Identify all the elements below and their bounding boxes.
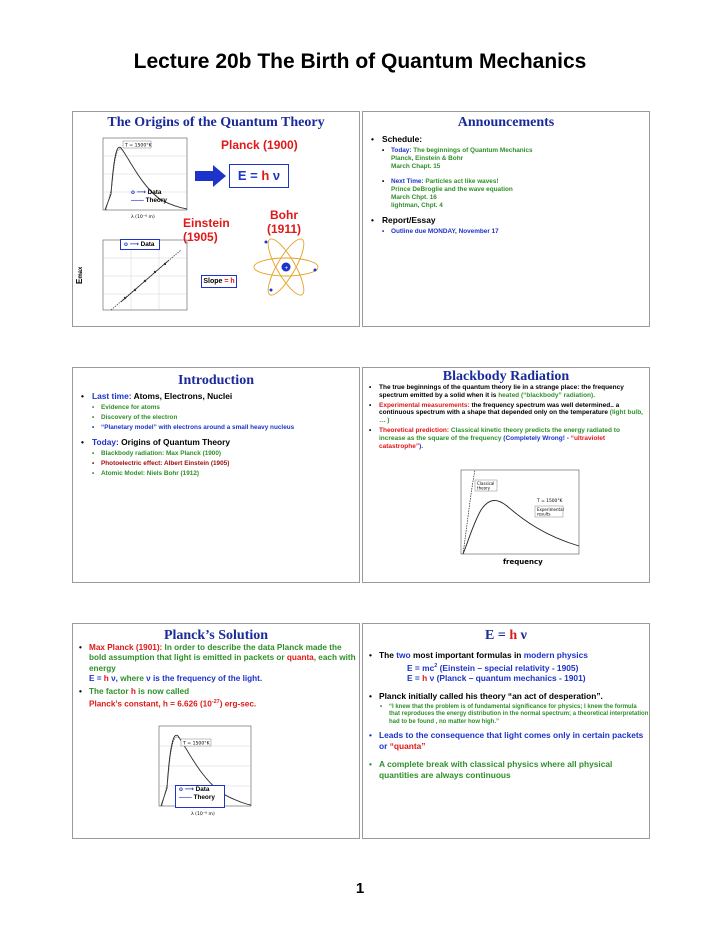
last-time-item: • Last time: Atoms, Electrons, Nuclei: [81, 391, 353, 401]
data-legend: o ⟶ Data: [120, 239, 160, 250]
schedule-item: • Schedule:: [371, 134, 647, 144]
svg-text:T = 1500°K: T = 1500°K: [183, 741, 210, 747]
slide-e-equals-h-nu: [362, 623, 650, 839]
slope-label-box: Slope = h: [201, 275, 237, 288]
introduction-body: • Last time: Atoms, Electrons, Nuclei • Evidence for atoms • Discovery of the electron • “Planetary model” with electrons around a small heavy nucleus • Today: Origins of Quantum Theory • Blackbody radiation: Max Planck (1900) • Photoelectric effect: Albert Einstein (1905) • Atomic Model: Niels Bohr (1912): [81, 391, 353, 478]
slide-title: Introduction: [178, 373, 254, 388]
planck-body: • Max Planck (1901): In order to describe the data Planck made the bold assumption that light is emitted in packets or quanta, each with energy E = h ν, where ν is the frequency of the light. • The factor h is now called Planck’s constant, h = 6.626 $(10^{-27})$ erg-sec.: [79, 643, 356, 709]
equation-box: E = h ν: [229, 164, 289, 188]
blackbody-body: • The true beginnings of the quantum theory lie in a strange place: the frequency spectrum emitted by a solid when it is heated (“blackbody” radiation). • Experimental measurements: the frequency spectrum was well determined.. a continuous spectrum with a shape that depended only on the temperature (light bulb, … ) • Theoretical prediction: Classical kinetic theory predicts the energy radiated to increase as the square of the frequency (Completely Wrong! - “ultraviolet catastrophe”).: [369, 384, 643, 450]
graph-xlabel: λ (10⁻⁶ m): [131, 215, 155, 220]
slide-announcements: [362, 111, 650, 327]
page-number: 1: [355, 880, 365, 897]
experimental-label: Experimental: [537, 507, 564, 512]
report-item: • Report/Essay: [371, 215, 647, 225]
slide-title: Announcements: [457, 115, 555, 130]
legend-box: o ⟶ Data —— Theory: [131, 189, 167, 205]
slide-blackbody: [362, 367, 650, 583]
slide-title: Blackbody Radiation: [442, 369, 570, 384]
svg-text:+: +: [284, 265, 289, 272]
bohr-label: Bohr (1911): [267, 208, 302, 236]
slide-origins: [72, 111, 360, 327]
next-time-item: • Next Time: Particles act like waves!: [371, 178, 647, 186]
arrow-icon: [195, 165, 227, 187]
classical-label: Classical: [477, 481, 495, 486]
legend-theory: Theory: [145, 197, 167, 205]
slide-title: The Origins of the Quantum Theory: [107, 115, 325, 130]
outline-item: • Outline due MONDAY, November 17: [371, 228, 647, 236]
frequency-label: frequency: [503, 558, 543, 566]
planck-spectrum-graph: [81, 134, 191, 220]
slide-title: E = h ν: [485, 628, 527, 643]
svg-text:λ (10⁻⁶ m): λ (10⁻⁶ m): [191, 812, 215, 817]
slide-introduction: [72, 367, 360, 583]
formula-body: • The two most important formulas in modern physics $E = mc^2$ (Einstein – special relativity - 1905) E = h ν (Planck – quantum mechanics - 1901) • Planck initially called his theory “an act of desperation”. • “I knew that the problem is of fundamental significance for physics; I knew the formula that reproduces the energy distribution in the normal spectrum; a theoretical interpretation had to be found , no matter how high.” • Leads to the consequence that light comes only in certain packets or “quanta” • A complete break with classical physics where all physical quantities are always continuous: [369, 650, 649, 780]
legend-box: o ⟶ Data —— Theory: [175, 785, 225, 808]
graph-temp-label: T = 1500°K: [125, 143, 152, 149]
emax-axis-label: Emax: [75, 266, 84, 284]
blackbody-graph: [433, 466, 583, 568]
einstein-label: Einstein (1905): [183, 216, 230, 244]
today-item: • Today: The beginnings of Quantum Mechanics: [371, 147, 647, 155]
slide-title: Planck’s Solution: [163, 628, 269, 643]
svg-text:theory: theory: [477, 485, 491, 491]
slide-planck-solution: [72, 623, 360, 839]
page-title: Lecture 20b The Birth of Quantum Mechanics: [133, 50, 587, 73]
svg-text:results: results: [537, 511, 551, 517]
temp-label: T = 1500°K: [537, 499, 563, 504]
legend-data: Data: [147, 189, 162, 196]
planck-label: Planck (1900): [221, 138, 298, 152]
announcements-body: • Schedule: • Today: The beginnings of Quantum Mechanics Planck, Einstein & Bohr March Chapt. 15 • Next Time: Particles act like waves! Prince DeBroglie and the wave equation March Chpt. 16 lightman, Chpt. 4 • Report/Essay • Outline due MONDAY, November 17: [371, 134, 647, 236]
atom-icon: [251, 234, 321, 300]
today-item: • Today: Origins of Quantum Theory: [81, 437, 353, 447]
